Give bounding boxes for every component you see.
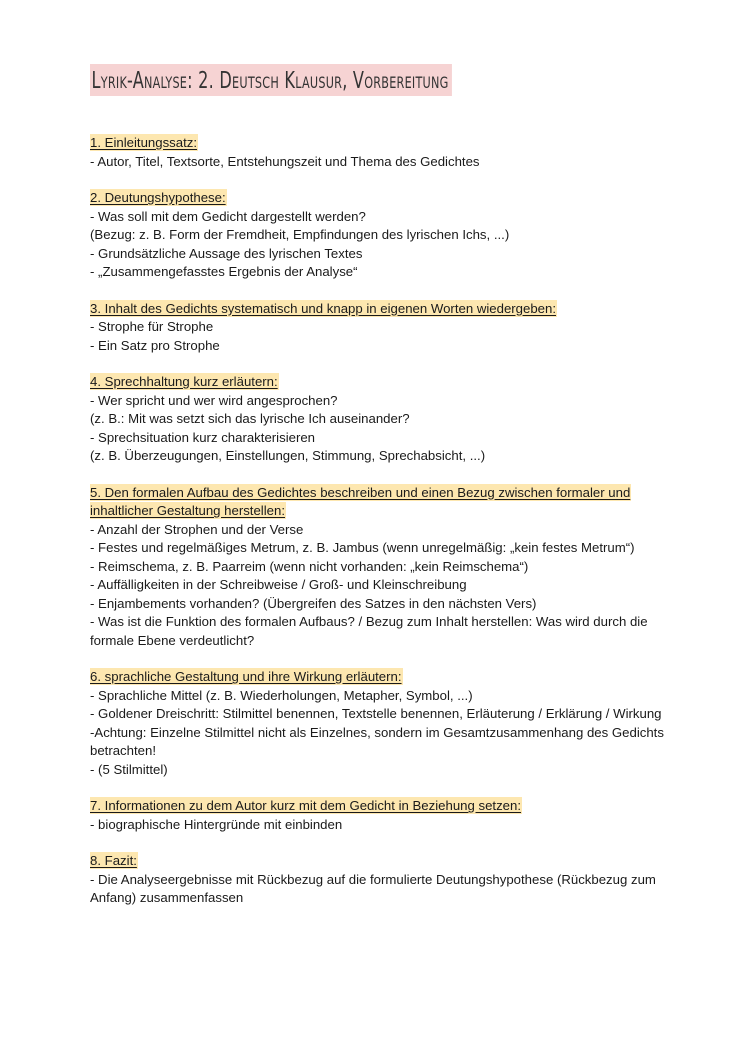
section-line: -Achtung: Einzelne Stilmittel nicht als Einzelnes, sondern im Gesamtzusammenhang des Gedichts betrachten! xyxy=(90,724,664,758)
section-line: - Sprechsituation kurz charakterisieren xyxy=(90,429,316,445)
section-line: (z. B. Überzeugungen, Einstellungen, Stimmung, Sprechabsicht, ...) xyxy=(90,448,486,463)
section-einleitungssatz xyxy=(90,134,670,171)
section-line: - Was ist die Funktion des formalen Aufbaus? / Bezug zum Inhalt herstellen: Was wird durch die formale Ebene verdeutlicht? xyxy=(90,614,648,648)
section-heading: 5. Den formalen Aufbau des Gedichtes beschreiben und einen Bezug zwischen formaler und inhaltlicher Gestaltung herstellen: xyxy=(90,484,631,518)
section-line: - Ein Satz pro Strophe xyxy=(90,337,220,353)
section-line: - Festes und regelmäßiges Metrum, z. B. Jambus (wenn unregelmäßig: „kein festes Metrum“) xyxy=(90,540,635,555)
section-line: - Die Analyseergebnisse mit Rückbezug auf die formulierte Deutungshypothese (Rückbezug zum Anfang) zusammenfassen xyxy=(90,871,656,905)
section-line: - Strophe für Strophe xyxy=(90,319,214,334)
section-autor xyxy=(90,797,670,834)
section-sprachliche-gestaltung xyxy=(90,668,670,779)
section-heading: 7. Informationen zu dem Autor kurz mit dem Gedicht in Beziehung setzen: xyxy=(90,798,522,813)
section-line: - Was soll mit dem Gedicht dargestellt werden? xyxy=(90,208,366,224)
section-line: - Goldener Dreischritt: Stilmittel benennen, Textstelle benennen, Erläuterung / Erklärung / Wirkung xyxy=(90,706,662,721)
section-sprechhaltung xyxy=(90,373,670,466)
section-line: - Anzahl der Strophen und der Verse xyxy=(90,521,304,537)
section-heading: 1. Einleitungssatz: xyxy=(90,135,198,150)
section-line: - biographische Hintergründe mit einbinden xyxy=(90,816,343,832)
section-line: - „Zusammengefasstes Ergebnis der Analyse“ xyxy=(90,264,358,279)
section-line: - Reimschema, z. B. Paarreim (wenn nicht vorhanden: „kein Reimschema“) xyxy=(90,558,529,574)
section-line: - (5 Stilmittel) xyxy=(90,761,168,777)
section-line: - Wer spricht und wer wird angesprochen? xyxy=(90,392,338,408)
section-line: - Auffälligkeiten in der Schreibweise / Groß- und Kleinschreibung xyxy=(90,577,467,592)
section-inhalt xyxy=(90,300,670,356)
sections-container xyxy=(90,134,670,908)
section-line: (Bezug: z. B. Form der Fremdheit, Empfindungen des lyrischen Ichs, ...) xyxy=(90,227,510,242)
section-formaler-aufbau xyxy=(90,484,670,651)
page-title: Lyrik-Analyse: 2. Deutsch Klausur, Vorbereitung xyxy=(90,64,452,96)
section-heading: 3. Inhalt des Gedichts systematisch und knapp in eigenen Worten wiedergeben: xyxy=(90,300,556,316)
section-heading: 4. Sprechhaltung kurz erläutern: xyxy=(90,374,278,389)
section-line: (z. B.: Mit was setzt sich das lyrische Ich auseinander? xyxy=(90,411,410,426)
section-heading: 6. sprachliche Gestaltung und ihre Wirkung erläutern: xyxy=(90,669,402,684)
section-line: - Grundsätzliche Aussage des lyrischen Textes xyxy=(90,245,363,261)
section-heading: 2. Deutungshypothese: xyxy=(90,190,226,205)
section-line: - Autor, Titel, Textsorte, Entstehungszeit und Thema des Gedichtes xyxy=(90,153,480,169)
section-deutungshypothese xyxy=(90,189,670,282)
section-heading: 8. Fazit: xyxy=(90,853,137,868)
section-line: - Enjambements vorhanden? (Übergreifen des Satzes in den nächsten Vers) xyxy=(90,595,537,611)
section-fazit xyxy=(90,852,670,908)
section-line: - Sprachliche Mittel (z. B. Wiederholungen, Metapher, Symbol, ...) xyxy=(90,687,473,703)
